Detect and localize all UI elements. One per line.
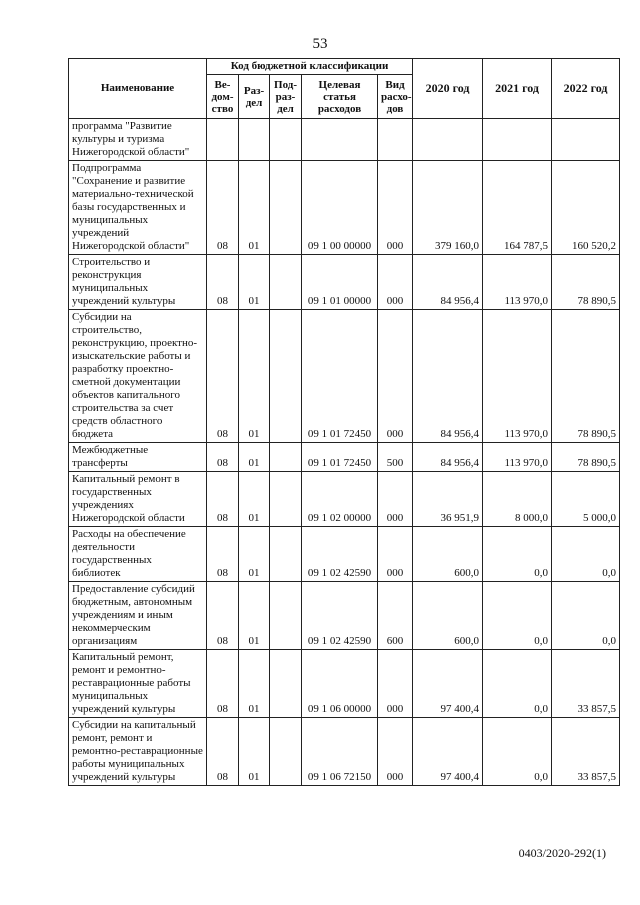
cell-target: 09 1 02 42590	[302, 582, 378, 650]
header-podrazdel: Под-раз-дел	[270, 75, 302, 119]
cell-vid: 000	[378, 718, 413, 786]
cell-raz: 01	[239, 582, 270, 650]
cell-y2022: 78 890,5	[552, 443, 620, 472]
cell-name: Предоставление субсидий бюджетным, автономным учреждениям и иным некоммерческим организациям	[69, 582, 207, 650]
cell-pod	[270, 310, 302, 443]
cell-target: 09 1 01 72450	[302, 310, 378, 443]
cell-y2020	[413, 119, 483, 161]
cell-ved: 08	[207, 310, 239, 443]
cell-y2020: 84 956,4	[413, 310, 483, 443]
cell-vid: 000	[378, 472, 413, 527]
cell-ved: 08	[207, 472, 239, 527]
header-2022: 2022 год	[552, 59, 620, 119]
cell-y2022: 0,0	[552, 582, 620, 650]
cell-y2022: 78 890,5	[552, 255, 620, 310]
cell-vid	[378, 119, 413, 161]
cell-y2020: 97 400,4	[413, 650, 483, 718]
table-row	[69, 255, 620, 310]
cell-vid: 000	[378, 255, 413, 310]
cell-raz: 01	[239, 472, 270, 527]
header-row-top	[69, 59, 620, 75]
table-row	[69, 310, 620, 443]
page-number: 53	[312, 36, 328, 52]
budget-table	[68, 58, 620, 786]
cell-y2020: 84 956,4	[413, 443, 483, 472]
cell-name: Подпрограмма "Сохранение и развитие материально-технической базы государственных и муниципальных учреждений Нижегородской области"	[69, 161, 207, 255]
cell-ved: 08	[207, 255, 239, 310]
cell-target	[302, 119, 378, 161]
cell-y2022: 160 520,2	[552, 161, 620, 255]
cell-y2020: 600,0	[413, 582, 483, 650]
cell-raz: 01	[239, 718, 270, 786]
header-vedomstvo: Ве-дом-ство	[207, 75, 239, 119]
cell-name: программа "Развитие культуры и туризма Нижегородской области"	[69, 119, 207, 161]
cell-y2020: 379 160,0	[413, 161, 483, 255]
cell-vid: 600	[378, 582, 413, 650]
cell-target: 09 1 01 00000	[302, 255, 378, 310]
cell-target: 09 1 06 00000	[302, 650, 378, 718]
table-row	[69, 718, 620, 786]
cell-pod	[270, 472, 302, 527]
cell-pod	[270, 443, 302, 472]
header-2020: 2020 год	[413, 59, 483, 119]
cell-target: 09 1 00 00000	[302, 161, 378, 255]
cell-ved: 08	[207, 161, 239, 255]
cell-ved: 08	[207, 650, 239, 718]
header-name: Наименование	[69, 59, 207, 119]
cell-ved: 08	[207, 443, 239, 472]
table-row	[69, 527, 620, 582]
cell-vid: 000	[378, 310, 413, 443]
cell-ved: 08	[207, 527, 239, 582]
cell-name: Капитальный ремонт в государственных учреждениях Нижегородской области	[69, 472, 207, 527]
cell-ved	[207, 119, 239, 161]
cell-target: 09 1 06 72150	[302, 718, 378, 786]
cell-y2021: 0,0	[483, 718, 552, 786]
document-code: 0403/2020-292(1)	[518, 846, 606, 860]
cell-raz: 01	[239, 161, 270, 255]
cell-ved: 08	[207, 582, 239, 650]
cell-y2022: 0,0	[552, 527, 620, 582]
table-row	[69, 472, 620, 527]
cell-y2021: 164 787,5	[483, 161, 552, 255]
cell-name: Субсидии на строительство, реконструкцию, проектно-изыскательские работы и разработку проектно-сметной документации объектов капитального строительства за счет средств областного бюджета	[69, 310, 207, 443]
cell-y2022: 33 857,5	[552, 718, 620, 786]
table-row	[69, 650, 620, 718]
cell-y2022	[552, 119, 620, 161]
cell-raz: 01	[239, 443, 270, 472]
cell-y2021: 113 970,0	[483, 255, 552, 310]
cell-ved: 08	[207, 718, 239, 786]
cell-pod	[270, 161, 302, 255]
cell-raz	[239, 119, 270, 161]
cell-raz: 01	[239, 255, 270, 310]
cell-y2020: 36 951,9	[413, 472, 483, 527]
cell-y2020: 600,0	[413, 527, 483, 582]
header-target-article: Целевая статья расходов	[302, 75, 378, 119]
cell-pod	[270, 718, 302, 786]
cell-name: Капитальный ремонт, ремонт и ремонтно-реставрационные работы муниципальных учреждений культуры	[69, 650, 207, 718]
cell-pod	[270, 119, 302, 161]
table-row	[69, 582, 620, 650]
cell-y2022: 78 890,5	[552, 310, 620, 443]
cell-name: Строительство и реконструкция муниципальных учреждений культуры	[69, 255, 207, 310]
cell-y2021: 8 000,0	[483, 472, 552, 527]
table-row	[69, 161, 620, 255]
cell-pod	[270, 650, 302, 718]
table-row	[69, 119, 620, 161]
cell-pod	[270, 582, 302, 650]
cell-vid: 000	[378, 527, 413, 582]
header-razdel: Раз-дел	[239, 75, 270, 119]
cell-y2022: 33 857,5	[552, 650, 620, 718]
cell-y2020: 84 956,4	[413, 255, 483, 310]
cell-pod	[270, 255, 302, 310]
cell-pod	[270, 527, 302, 582]
table-row	[69, 443, 620, 472]
cell-vid: 500	[378, 443, 413, 472]
header-classification-group: Код бюджетной классификации	[207, 59, 413, 75]
cell-name: Расходы на обеспечение деятельности государственных библиотек	[69, 527, 207, 582]
cell-raz: 01	[239, 310, 270, 443]
cell-y2021: 0,0	[483, 527, 552, 582]
cell-raz: 01	[239, 650, 270, 718]
cell-vid: 000	[378, 161, 413, 255]
cell-raz: 01	[239, 527, 270, 582]
cell-y2021: 113 970,0	[483, 443, 552, 472]
cell-y2020: 97 400,4	[413, 718, 483, 786]
cell-target: 09 1 02 00000	[302, 472, 378, 527]
cell-y2021: 0,0	[483, 650, 552, 718]
cell-vid: 000	[378, 650, 413, 718]
cell-y2021: 0,0	[483, 582, 552, 650]
cell-target: 09 1 01 72450	[302, 443, 378, 472]
cell-name: Межбюджетные трансферты	[69, 443, 207, 472]
header-2021: 2021 год	[483, 59, 552, 119]
cell-target: 09 1 02 42590	[302, 527, 378, 582]
cell-y2021	[483, 119, 552, 161]
header-expense-type: Вид расхо-дов	[378, 75, 413, 119]
cell-y2022: 5 000,0	[552, 472, 620, 527]
cell-name: Субсидии на капитальный ремонт, ремонт и ремонтно-реставрационные работы муниципальных учреждений культуры	[69, 718, 207, 786]
cell-y2021: 113 970,0	[483, 310, 552, 443]
